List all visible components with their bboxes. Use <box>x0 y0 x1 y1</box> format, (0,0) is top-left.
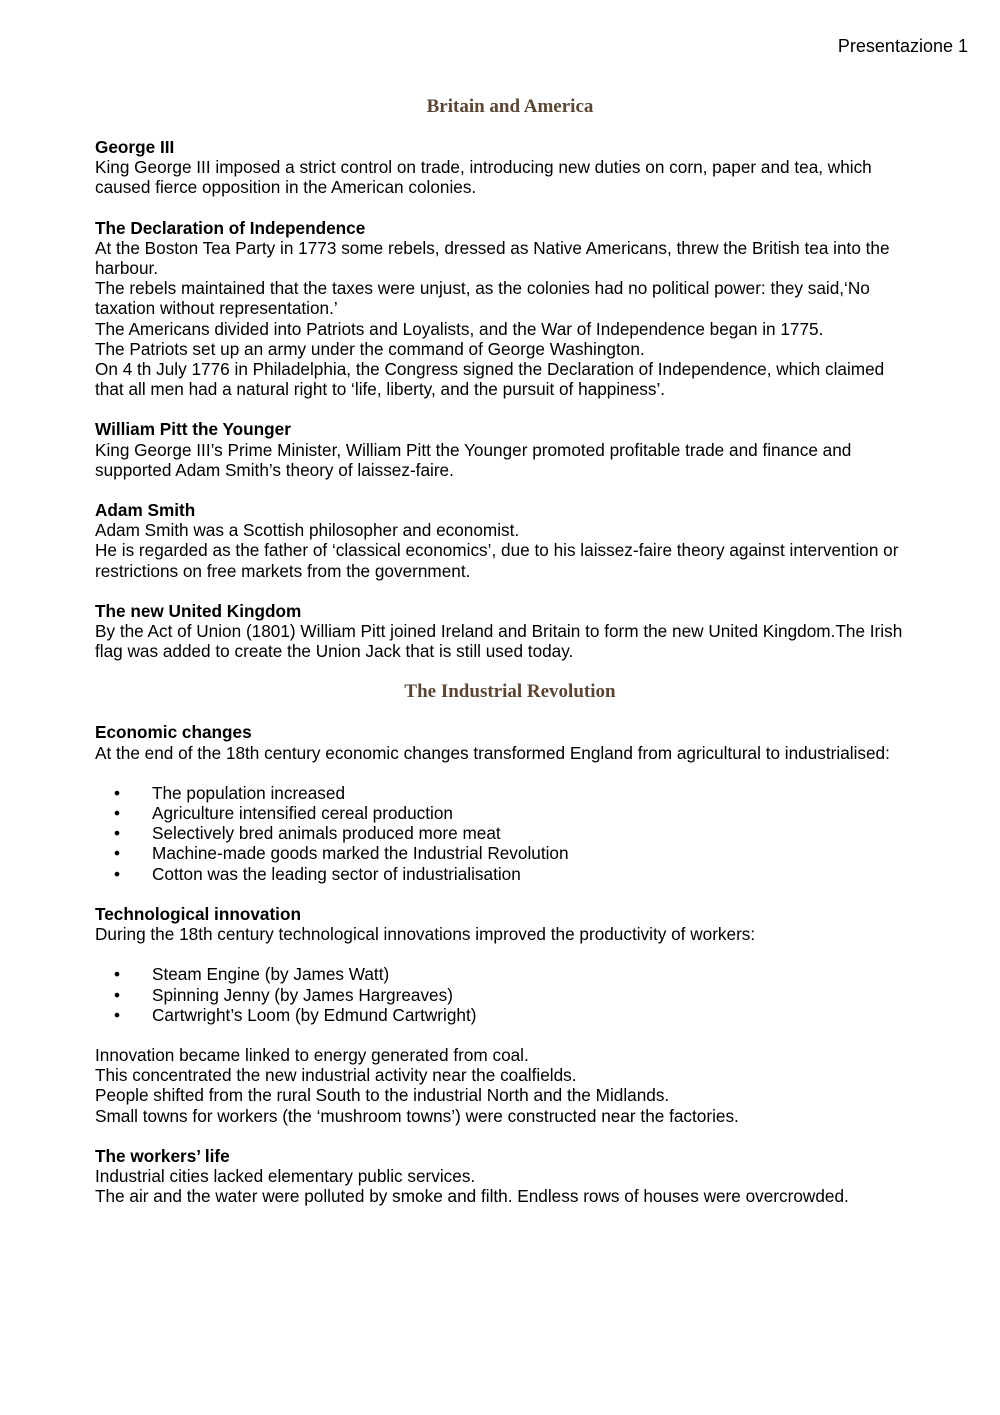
paragraph: At the end of the 18th century economic changes transformed England from agricultural to industrialised: <box>95 742 890 763</box>
section-heading: The Declaration of Independence <box>95 217 366 238</box>
paragraph: During the 18th century technological innovations improved the productivity of workers: <box>95 924 756 945</box>
section-heading: The workers’ life <box>95 1145 230 1166</box>
list-item <box>95 823 915 843</box>
paragraph: The Patriots set up an army under the command of George Washington. <box>95 338 645 359</box>
bullet-icon: • <box>114 984 121 1005</box>
list-item <box>95 964 915 984</box>
page-header-label: Presentazione 1 <box>837 36 968 56</box>
list-item-text: The population increased <box>152 782 346 803</box>
bullet-icon: • <box>114 863 121 884</box>
section-economic-changes <box>95 722 915 883</box>
bullet-icon: • <box>114 1004 121 1025</box>
section-george-iii <box>95 137 915 198</box>
list-item <box>95 1005 915 1025</box>
list-item-text: Agriculture intensified cereal production <box>152 803 453 824</box>
paragraph: At the Boston Tea Party in 1773 some rebels, dressed as Native Americans, threw the British tea into the harbour. <box>95 237 890 279</box>
list-item-text: Cotton was the leading sector of industrialisation <box>152 863 521 884</box>
bullet-icon: • <box>114 803 121 824</box>
paragraph: People shifted from the rural South to the industrial North and the Midlands. <box>95 1085 670 1106</box>
list-item <box>95 783 915 803</box>
section-william-pitt <box>95 419 915 480</box>
part-title-britain-and-america: Britain and America <box>426 96 594 117</box>
section-adam-smith <box>95 500 915 581</box>
paragraph: King George III’s Prime Minister, William Pitt the Younger promoted profitable trade and finance and supported Adam Smith’s theory of laissez-faire. <box>95 439 852 480</box>
bullet-list <box>95 964 915 1025</box>
bullet-icon: • <box>114 964 121 985</box>
paragraph: Small towns for workers (the ‘mushroom towns’) were constructed near the factories. <box>95 1105 739 1126</box>
list-item-text: Cartwright’s Loom (by Edmund Cartwright) <box>152 1004 477 1025</box>
part-title-industrial-revolution: The Industrial Revolution <box>404 681 616 703</box>
paragraph: The rebels maintained that the taxes were unjust, as the colonies had no political power: they said,‘No taxation without representation.’ <box>95 278 870 319</box>
document-body <box>95 95 915 1226</box>
paragraph: On 4 th July 1776 in Philadelphia, the Congress signed the Declaration of Independence, which claimed that all men had a natural right to ‘life, liberty, and the pursuit of happiness’. <box>95 359 885 400</box>
section-heading: The new United Kingdom <box>95 600 302 621</box>
paragraph: The Americans divided into Patriots and Loyalists, and the War of Independence began in 1775. <box>95 318 824 339</box>
section-technological-innovation <box>95 904 915 1126</box>
paragraph: King George III imposed a strict control on trade, introducing new duties on corn, paper and tea, which caused fierce opposition in the American colonies. <box>95 157 872 198</box>
section-declaration-of-independence <box>95 218 915 400</box>
list-item <box>95 843 915 863</box>
list-item-text: Steam Engine (by James Watt) <box>152 964 390 985</box>
paragraph: By the Act of Union (1801) William Pitt joined Ireland and Britain to form the new United Kingdom.The Irish flag was added to create the Union Jack that is still used today. <box>95 621 903 662</box>
bullet-list <box>95 783 915 884</box>
section-new-united-kingdom <box>95 601 915 662</box>
list-item-text: Selectively bred animals produced more meat <box>152 823 501 844</box>
section-heading: Economic changes <box>95 722 252 743</box>
list-item <box>95 985 915 1005</box>
list-item <box>95 803 915 823</box>
section-heading: Adam Smith <box>95 500 196 521</box>
list-item-text: Spinning Jenny (by James Hargreaves) <box>152 984 453 1005</box>
bullet-icon: • <box>114 843 121 864</box>
section-heading: George III <box>95 137 175 157</box>
list-item-text: Machine-made goods marked the Industrial Revolution <box>152 843 569 864</box>
section-heading: Technological innovation <box>95 903 301 924</box>
paragraph: The air and the water were polluted by smoke and filth. Endless rows of houses were overcrowded. <box>95 1186 849 1207</box>
paragraph: Industrial cities lacked elementary public services. <box>95 1165 476 1186</box>
section-workers-life <box>95 1146 915 1207</box>
bullet-icon: • <box>114 782 121 803</box>
section-heading: William Pitt the Younger <box>95 419 291 440</box>
paragraph: This concentrated the new industrial activity near the coalfields. <box>95 1065 577 1086</box>
paragraph: Innovation became linked to energy generated from coal. <box>95 1044 529 1065</box>
paragraph: Adam Smith was a Scottish philosopher and economist. <box>95 520 520 541</box>
paragraph: He is regarded as the father of ‘classical economics’, due to his laissez-faire theory against intervention or restrictions on free markets from the government. <box>95 540 899 581</box>
list-item <box>95 864 915 884</box>
bullet-icon: • <box>114 823 121 844</box>
